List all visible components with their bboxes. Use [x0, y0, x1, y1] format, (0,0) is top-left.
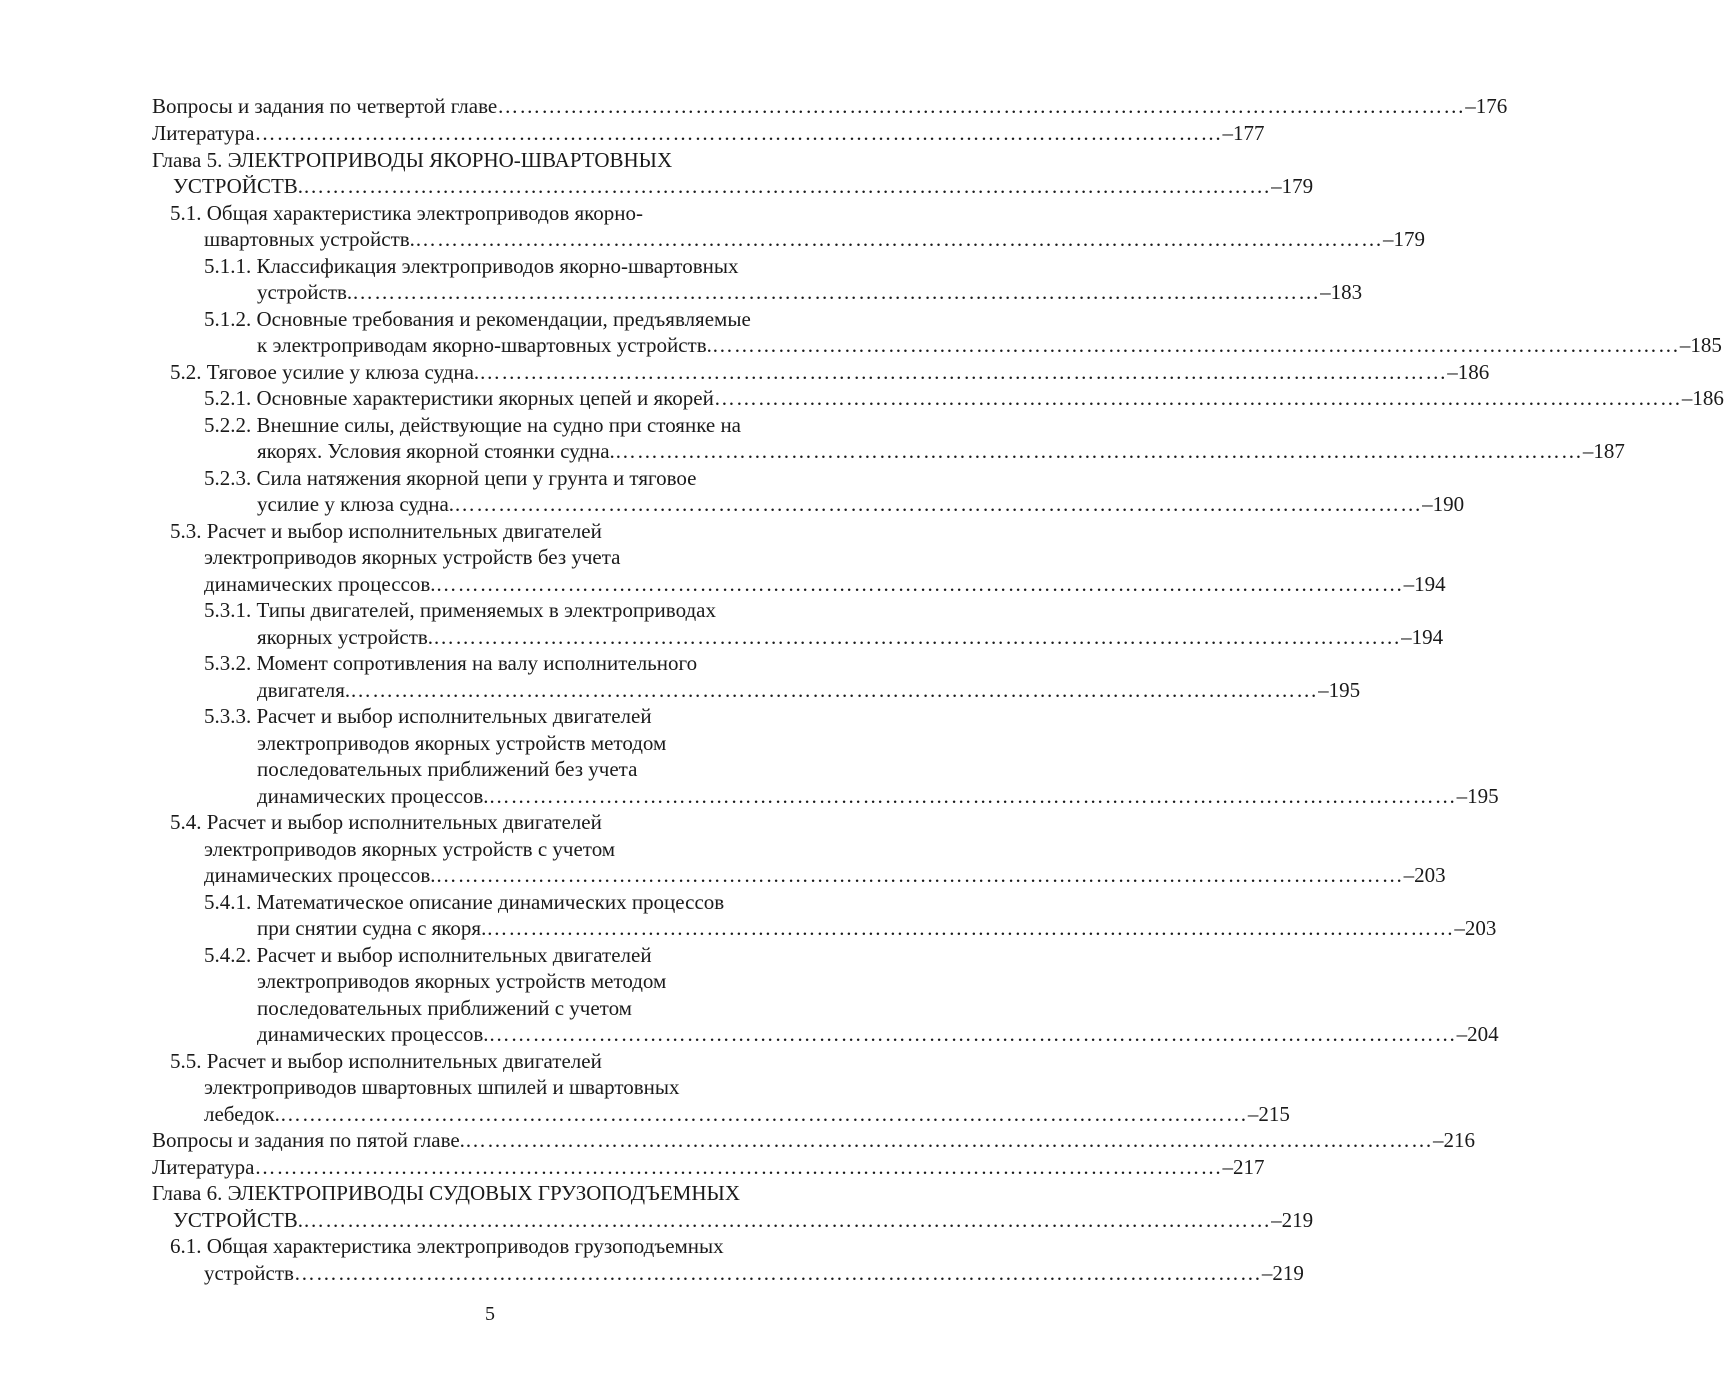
page-ref: 216	[1443, 1128, 1475, 1152]
toc-entry-5-4-1[interactable]: 5.4.1. Математическое описание динамических процессов	[204, 890, 725, 914]
page-ref: 186	[1457, 360, 1490, 384]
toc-entry-5-3[interactable]: 5.3. Расчет и выбор исполнительных двигателей	[170, 519, 602, 543]
toc-entry-5-3-3[interactable]: 5.3.3. Расчет и выбор исполнительных двигателей	[204, 704, 652, 728]
toc-entry-q5[interactable]: Вопросы и задания по пятой главе. …………………………………………………………………………………………………………………… – 216	[152, 1128, 1475, 1152]
leader-dots: ……………………………………………………………………………………………………………………	[435, 863, 1404, 887]
toc-entry-5-2-3[interactable]: 5.2.3. Сила натяжения якорной цепи у грунта и тяговое	[204, 466, 697, 490]
leader-dots: ……………………………………………………………………………………………………………………	[254, 1155, 1223, 1179]
page-ref: 176	[1475, 94, 1508, 118]
leader-dots: ……………………………………………………………………………………………………………………	[464, 1128, 1433, 1152]
toc-entry-5-4-2[interactable]: 5.4.2. Расчет и выбор исполнительных двигателей	[204, 943, 652, 967]
toc-entry-5-1-2-cont[interactable]: к электроприводам якорно-швартовных устройств. …………………………………………………………………………………………………………………… – 185	[257, 333, 1722, 357]
page-ref: 203	[1464, 916, 1497, 940]
toc-entry-chapter-5-cont[interactable]: УСТРОЙСТВ. …………………………………………………………………………………………………………………… – 179	[173, 174, 1314, 198]
leader-dots: ……………………………………………………………………………………………………………………	[435, 572, 1404, 596]
page-ref: 186	[1692, 386, 1724, 410]
toc-entry-5-3-2-cont[interactable]: двигателя. …………………………………………………………………………………………………………………… – 195	[257, 678, 1361, 702]
toc-entry-5-2-2[interactable]: 5.2.2. Внешние силы, действующие на судно при стоянке на	[204, 413, 741, 437]
toc-entry-5-5[interactable]: 5.5. Расчет и выбор исполнительных двигателей	[170, 1049, 602, 1073]
toc-entry-5-5-cont2[interactable]: лебедок. …………………………………………………………………………………………………………………… – 215	[204, 1102, 1290, 1126]
leader-dots: ……………………………………………………………………………………………………………………	[488, 784, 1457, 808]
toc-entry-literature-5[interactable]: Литература …………………………………………………………………………………………………………………… – 217	[152, 1155, 1265, 1179]
leader-dots: ……………………………………………………………………………………………………………………	[497, 94, 1466, 118]
toc-entry-5-2-2-cont[interactable]: якорях. Условия якорной стоянки судна. …………………………………………………………………………………………………………………… – 187	[257, 439, 1625, 463]
toc-entry-chapter-5[interactable]: Глава 5. ЭЛЕКТРОПРИВОДЫ ЯКОРНО-ШВАРТОВНЫХ	[152, 148, 673, 172]
toc-entry-5-1-cont[interactable]: швартовных устройств. …………………………………………………………………………………………………………………… – 179	[204, 227, 1425, 251]
page-ref: 190	[1432, 492, 1465, 516]
page-ref: 183	[1330, 280, 1363, 304]
page-ref: 194	[1411, 625, 1444, 649]
leader-dots: ……………………………………………………………………………………………………………………	[614, 439, 1583, 463]
page-ref: 187	[1593, 439, 1625, 463]
leader-dots: ……………………………………………………………………………………………………………………	[350, 678, 1319, 702]
toc-entry-5-2-3-cont[interactable]: усилие у клюза судна. …………………………………………………………………………………………………………………… – 190	[257, 492, 1465, 516]
toc-entry-5-1-1-cont[interactable]: устройств. …………………………………………………………………………………………………………………… – 183	[257, 280, 1363, 304]
page-ref: 195	[1328, 678, 1361, 702]
toc-entry-5-4-cont2[interactable]: динамических процессов. …………………………………………………………………………………………………………………… – 203	[204, 863, 1446, 887]
toc-entry-5-2[interactable]: 5.2. Тяговое усилие у клюза судна. …………………………………………………………………………………………………………………… – 186	[170, 360, 1490, 384]
toc-entry-5-3-3-cont[interactable]: электроприводов якорных устройств методом	[257, 731, 667, 755]
page-ref: 219	[1272, 1261, 1304, 1285]
leader-dots: ……………………………………………………………………………………………………………………	[486, 916, 1455, 940]
leader-dots: ……………………………………………………………………………………………………………………	[254, 121, 1223, 145]
page-ref: 185	[1690, 333, 1722, 357]
toc-entry-5-3-2[interactable]: 5.3.2. Момент сопротивления на валу исполнительного	[204, 651, 698, 675]
leader-dots: ……………………………………………………………………………………………………………………	[414, 227, 1383, 251]
toc-entry-5-4-2-cont[interactable]: электроприводов якорных устройств методом	[257, 969, 667, 993]
leader-dots: ……………………………………………………………………………………………………………………	[713, 386, 1682, 410]
toc-entry-chapter-6-cont[interactable]: УСТРОЙСТВ. …………………………………………………………………………………………………………………… – 219	[173, 1208, 1314, 1232]
toc-entry-5-1[interactable]: 5.1. Общая характеристика электроприводов якорно-	[170, 201, 644, 225]
toc-entry-5-4-2-cont2[interactable]: последовательных приближений с учетом	[257, 996, 632, 1020]
toc-entry-5-3-1[interactable]: 5.3.1. Типы двигателей, применяемых в электроприводах	[204, 598, 716, 622]
page-ref: 204	[1467, 1022, 1499, 1046]
toc-entry-5-4-cont[interactable]: электроприводов якорных устройств с учетом	[204, 837, 616, 861]
toc-entry-5-4[interactable]: 5.4. Расчет и выбор исполнительных двигателей	[170, 810, 602, 834]
toc-entry-5-3-1-cont[interactable]: якорных устройств. …………………………………………………………………………………………………………………… – 194	[257, 625, 1444, 649]
page-ref: 195	[1467, 784, 1499, 808]
page-ref: 177	[1232, 121, 1265, 145]
leader-dots: ……………………………………………………………………………………………………………………	[303, 174, 1272, 198]
page-ref: 217	[1232, 1155, 1265, 1179]
toc-entry-6-1[interactable]: 6.1. Общая характеристика электроприводов грузоподъемных	[170, 1234, 724, 1258]
page-ref: 179	[1281, 174, 1314, 198]
leader-dots: ……………………………………………………………………………………………………………………	[433, 625, 1402, 649]
toc-entry-q4[interactable]: Вопросы и задания по четвертой главе …………………………………………………………………………………………………………………… – 176	[152, 94, 1508, 118]
leader-dots: ……………………………………………………………………………………………………………………	[352, 280, 1321, 304]
toc-entry-5-5-cont[interactable]: электроприводов швартовных шпилей и швартовных	[204, 1075, 680, 1099]
leader-dots: ……………………………………………………………………………………………………………………	[479, 360, 1448, 384]
leader-dots: ……………………………………………………………………………………………………………………	[303, 1208, 1272, 1232]
toc-entry-5-4-2-cont3[interactable]: динамических процессов. …………………………………………………………………………………………………………………… – 204	[257, 1022, 1499, 1046]
toc-entry-5-1-2[interactable]: 5.1.2. Основные требования и рекомендации, предъявляемые	[204, 307, 751, 331]
page-ref: 179	[1393, 227, 1425, 251]
toc-entry-chapter-6[interactable]: Глава 6. ЭЛЕКТРОПРИВОДЫ СУДОВЫХ ГРУЗОПОДЪЕМНЫХ	[152, 1181, 740, 1205]
page-number: 5	[485, 1303, 495, 1325]
leader-dots: ……………………………………………………………………………………………………………………	[279, 1102, 1248, 1126]
leader-dots: ……………………………………………………………………………………………………………………	[711, 333, 1680, 357]
toc-entry-literature-4[interactable]: Литература …………………………………………………………………………………………………………………… – 177	[152, 121, 1265, 145]
leader-dots: ……………………………………………………………………………………………………………………	[293, 1261, 1262, 1285]
toc-entry-5-3-3-cont3[interactable]: динамических процессов. …………………………………………………………………………………………………………………… – 195	[257, 784, 1499, 808]
page-ref: 219	[1281, 1208, 1314, 1232]
page-ref: 203	[1414, 863, 1446, 887]
toc-entry-5-3-3-cont2[interactable]: последовательных приближений без учета	[257, 757, 638, 781]
toc-entry-5-1-1[interactable]: 5.1.1. Классификация электроприводов якорно-швартовных	[204, 254, 739, 278]
page-ref: 215	[1258, 1102, 1290, 1126]
page-ref: 194	[1414, 572, 1446, 596]
toc-entry-5-2-1[interactable]: 5.2.1. Основные характеристики якорных цепей и якорей …………………………………………………………………………………………………………………… – 186	[204, 386, 1724, 410]
toc-entry-5-3-cont[interactable]: электроприводов якорных устройств без учета	[204, 545, 621, 569]
toc-entry-6-1-cont[interactable]: устройств …………………………………………………………………………………………………………………… – 219	[204, 1261, 1304, 1285]
leader-dots: ……………………………………………………………………………………………………………………	[488, 1022, 1457, 1046]
toc-entry-5-4-1-cont[interactable]: при снятии судна с якоря. …………………………………………………………………………………………………………………… – 203	[257, 916, 1497, 940]
toc-entry-5-3-cont2[interactable]: динамических процессов. …………………………………………………………………………………………………………………… – 194	[204, 572, 1446, 596]
leader-dots: ……………………………………………………………………………………………………………………	[454, 492, 1423, 516]
